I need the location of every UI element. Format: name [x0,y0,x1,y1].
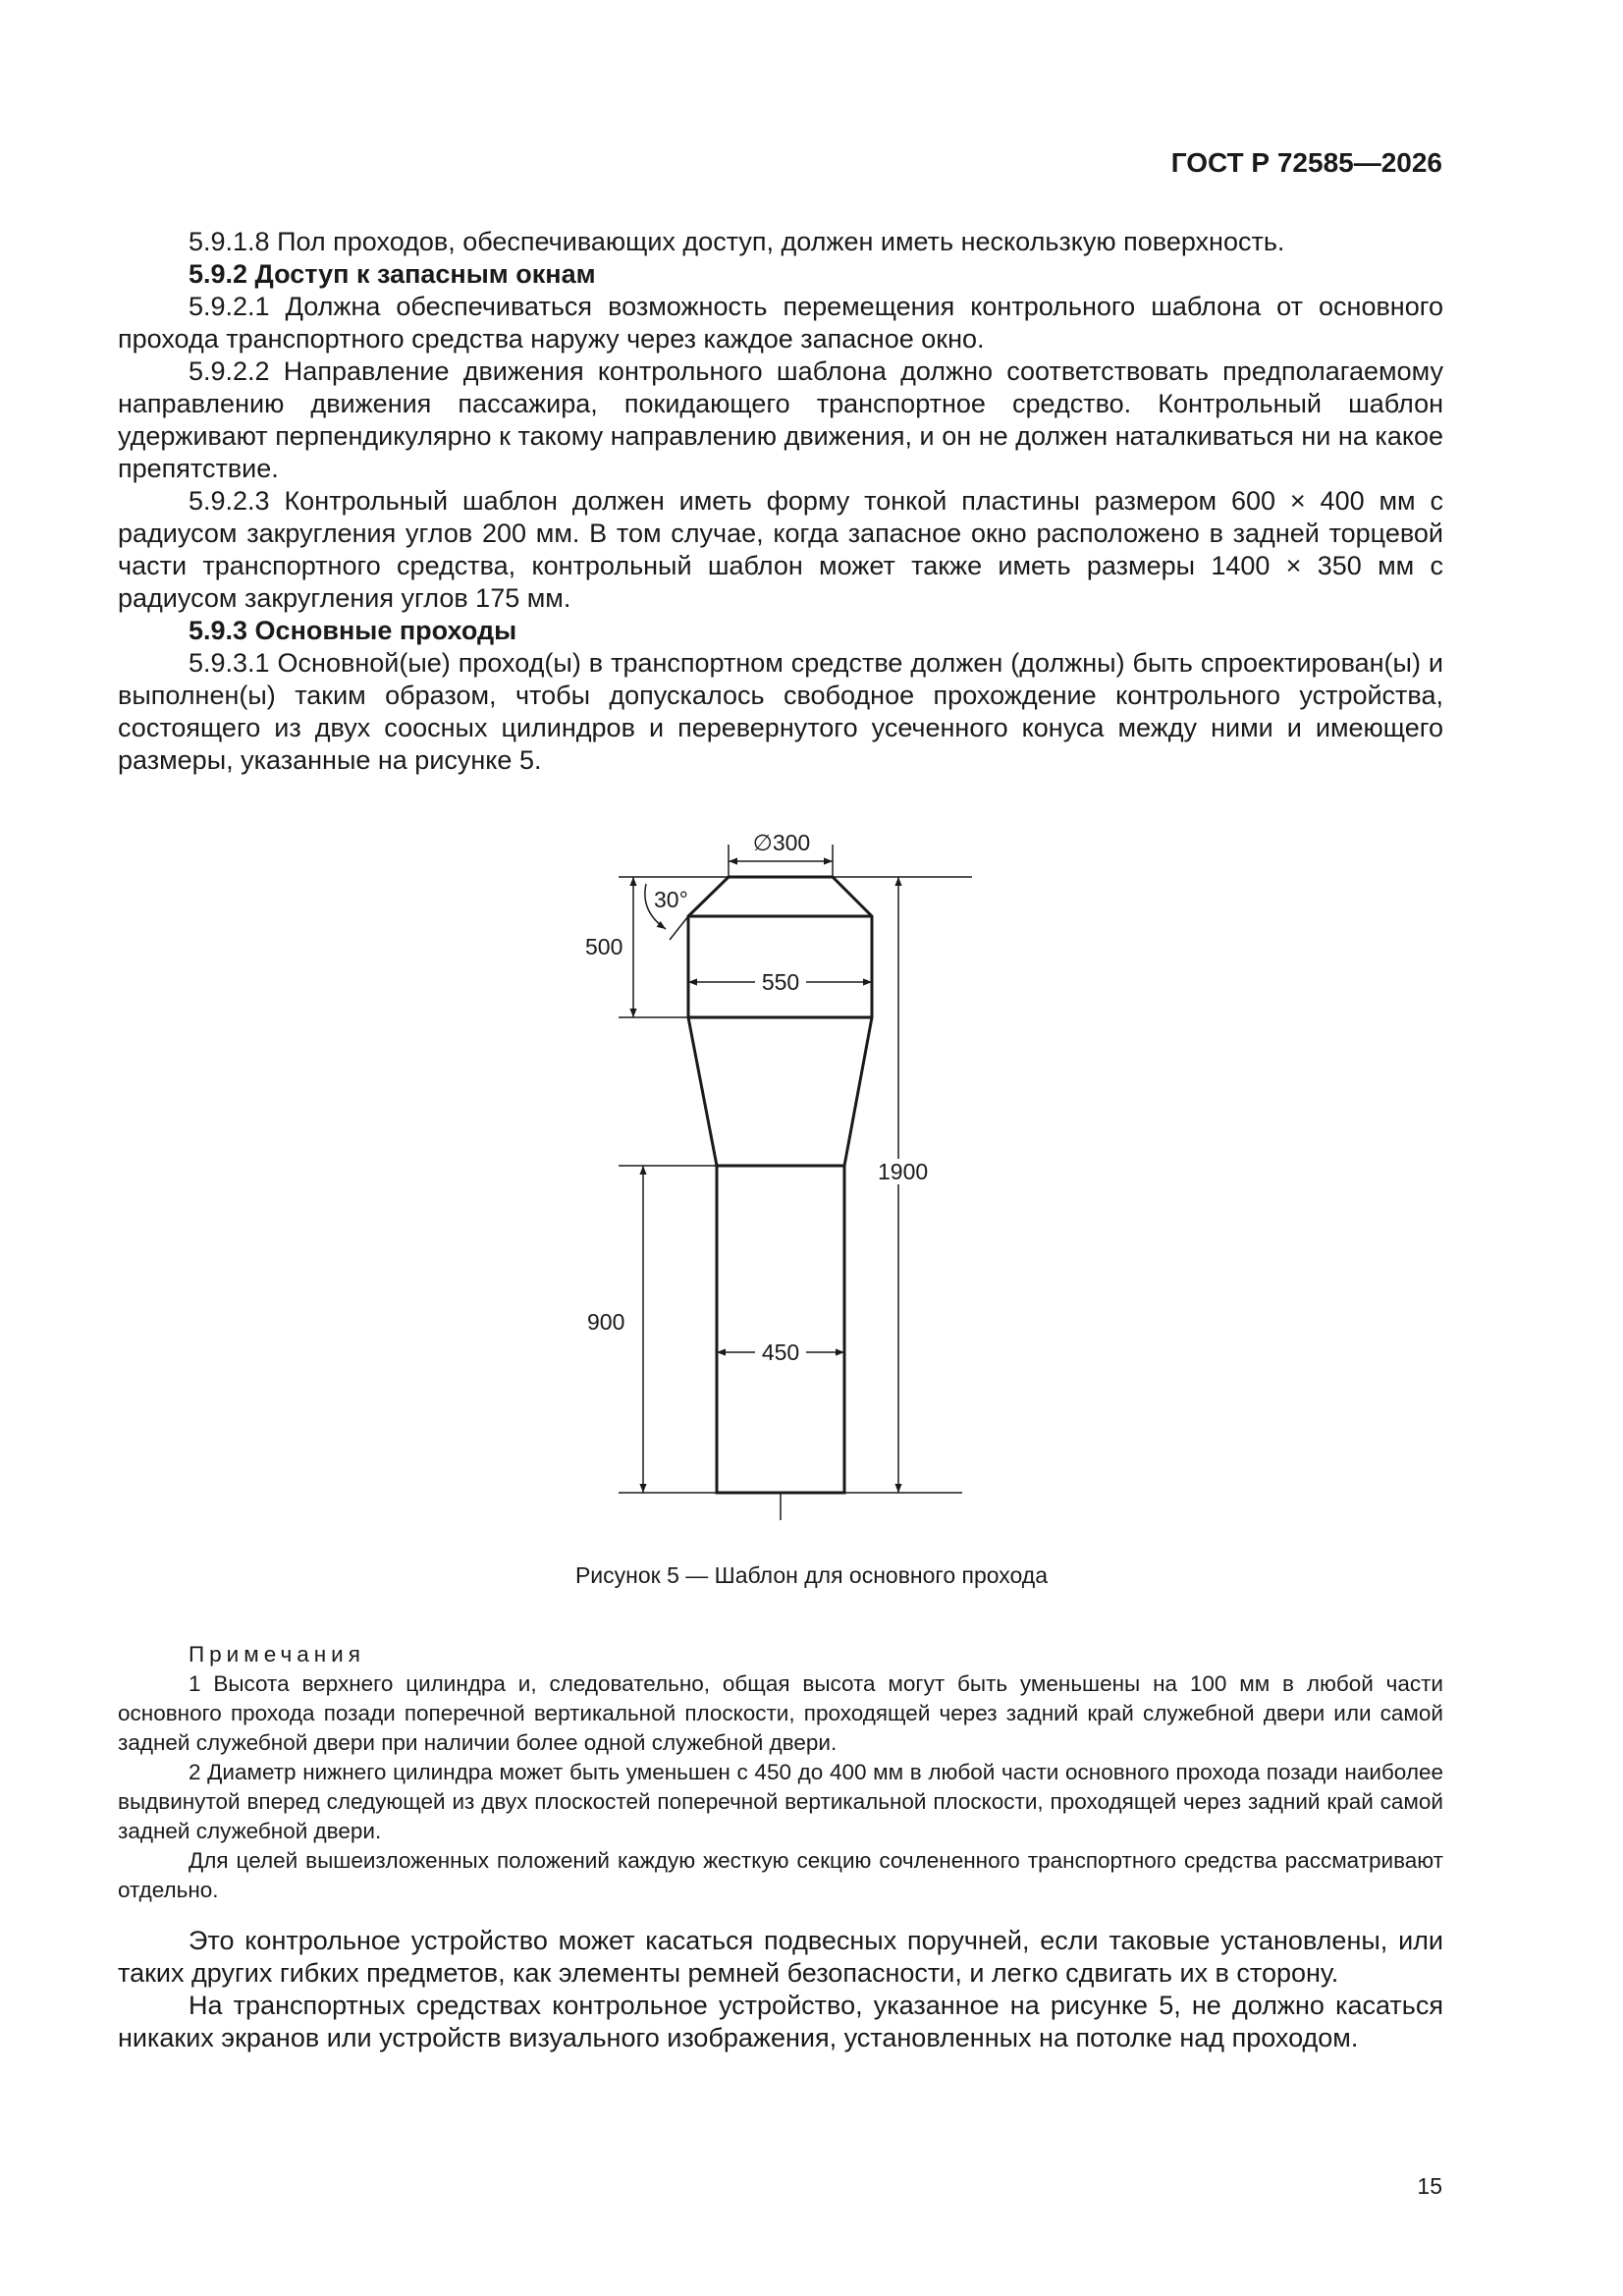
paragraph-5-9-2-2: 5.9.2.2 Направление движения контрольного шаблона должно соответствовать предполагаемому направлению движения пассажира, покидающего транспортное средство. Контрольный шаблон удерживают перпендикулярно к такому направлению движения, и он не должен наталкиваться ни на какое препятствие. [118,356,1443,483]
figure-caption: Рисунок 5 — Шаблон для основного прохода [574,1562,1049,1588]
main-text [118,226,1443,777]
paragraph-5-9-2-3: 5.9.2.3 Контрольный шаблон должен иметь форму тонкой пластины размером 600 × 400 мм с радиусом закругления углов 200 мм. В том случае, когда запасное окно расположено в задней торцевой части транспортного средства, контрольный шаблон может также иметь размеры 1400 × 350 мм с радиусом закругления углов 175 мм. [118,486,1443,613]
note-item: 1 Высота верхнего цилиндра и, следовательно, общая высота могут быть уменьшены на 100 мм в любой части основного прохода позади поперечной вертикальной плоскости, проходящей через задний край служебной двери или самой задней служебной двери при наличии более одной служебной двери. [118,1671,1443,1755]
note-item: 2 Диаметр нижнего цилиндра может быть уменьшен с 450 до 400 мм в любой части основного прохода позади наиболее выдвинутой вперед следующей из двух плоскостей поперечной вертикальной плоскости, проходящей через задний край самой задней служебной двери. [118,1760,1443,1843]
note-item: Для целей вышеизложенных положений каждую жесткую секцию сочлененного транспортного средства рассматривают отдельно. [118,1848,1443,1902]
top-diameter-label: ∅300 [752,830,811,855]
paragraph-5-9-3-1: 5.9.3.1 Основной(ые) проход(ы) в транспортном средстве должен (должны) быть спроектирован(ы) и выполнен(ы) таким образом, чтобы допускалось свободное прохождение контрольного устройства, состоящего из двух соосных цилиндров и перевернутого усеченного конуса между ними и имеющего размеры, указанные на рисунке 5. [118,648,1443,775]
document-header: ГОСТ Р 72585—2026 [1170,147,1442,178]
page-number: 15 [1417,2173,1442,2199]
top-height-label: 500 [585,934,623,959]
closing-text [118,1925,1443,2054]
angle-label: 30° [654,887,688,912]
lower-height-label: 900 [587,1309,625,1335]
template-drawing [560,815,1011,1522]
upper-width-label: 550 [761,969,800,995]
notes-block [118,1640,1443,1905]
lower-width-label: 450 [761,1339,800,1365]
paragraph-5-9-1-8: 5.9.1.8 Пол проходов, обеспечивающих доступ, должен иметь нескользкую поверхность. [189,227,1285,256]
paragraph-5-9-2-1: 5.9.2.1 Должна обеспечиваться возможность перемещения контрольного шаблона от основного прохода транспортного средства наружу через каждое запасное окно. [118,292,1443,354]
figure-aisle-template [560,815,1011,1522]
closing-paragraph: Это контрольное устройство может касаться подвесных поручней, если таковые установлены, или таких других гибких предметов, как элементы ремней безопасности, и легко сдвигать их в сторону. [118,1926,1443,1988]
section-heading-5-9-3: 5.9.3 Основные проходы [189,616,517,645]
section-heading-5-9-2: 5.9.2 Доступ к запасным окнам [189,259,596,289]
closing-paragraph: На транспортных средствах контрольное устройство, указанное на рисунке 5, не должно касаться никаких экранов или устройств визуального изображения, установленных на потолке над проходом. [118,1991,1443,2052]
notes-title: Примечания [189,1642,365,1667]
total-height-label: 1900 [878,1159,929,1184]
